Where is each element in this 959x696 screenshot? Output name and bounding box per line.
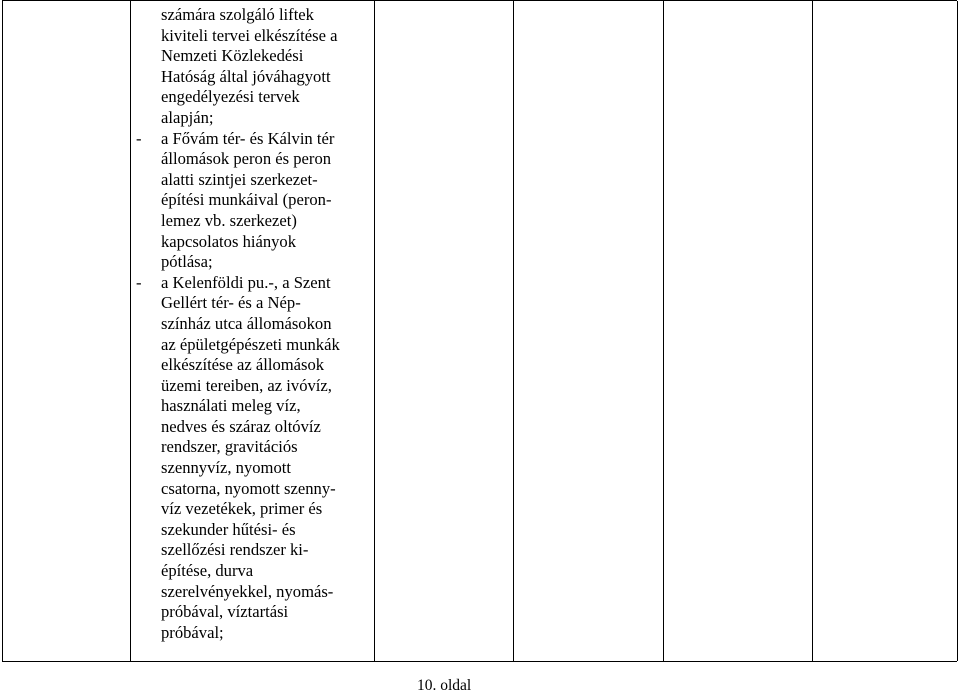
text-line (136, 540, 374, 561)
table-column-5 (663, 1, 664, 661)
text-line (136, 232, 374, 253)
text-line (136, 355, 374, 376)
line-text: alapján; (161, 107, 214, 127)
line-text: próbával; (161, 622, 224, 642)
text-line (136, 417, 374, 438)
text-line (136, 520, 374, 541)
text-line (136, 26, 374, 47)
text-line (136, 190, 374, 211)
text-line (136, 602, 374, 623)
line-text: nedves és száraz oltóvíz (161, 416, 321, 436)
text-line (136, 87, 374, 108)
line-text: szellőzési rendszer ki- (161, 540, 309, 560)
line-text: építési munkáival (peron- (161, 190, 332, 210)
line-text: pótlása; (161, 252, 213, 272)
line-text: rendszer, gravitációs (161, 437, 298, 457)
text-line (136, 314, 374, 335)
text-line (136, 211, 374, 232)
line-text: építése, durva (161, 561, 254, 581)
table-column-3 (374, 1, 375, 661)
text-line (136, 582, 374, 603)
text-line (136, 149, 374, 170)
table-column-4 (513, 1, 514, 661)
text-line (136, 499, 374, 520)
description-cell (136, 5, 374, 643)
line-text: szekunder hűtési- és (161, 519, 296, 539)
text-line (136, 108, 374, 129)
text-line (136, 561, 374, 582)
line-text: az épületgépészeti munkák (161, 334, 340, 354)
line-text: számára szolgáló liftek (161, 5, 314, 24)
line-text: kapcsolatos hiányok (161, 231, 297, 251)
line-text: elkészítése az állomások (161, 355, 325, 375)
line-text: kiviteli tervei elkészítése a (161, 25, 338, 45)
text-line (136, 129, 374, 150)
line-text: szerelvényekkel, nyomás- (161, 581, 334, 601)
line-text: a Kelenföldi pu.-, a Szent (161, 272, 331, 292)
text-line (136, 170, 374, 191)
text-line (136, 437, 374, 458)
text-line (136, 252, 374, 273)
line-text: csatorna, nyomott szenny- (161, 478, 336, 498)
text-line (136, 67, 374, 88)
text-line (136, 273, 374, 294)
text-line (136, 46, 374, 67)
line-text: engedélyezési tervek (161, 87, 300, 107)
list-dash: - (136, 272, 142, 292)
list-dash: - (136, 128, 142, 148)
text-line (136, 396, 374, 417)
line-text: alatti szintjei szerkezet- (161, 169, 318, 189)
table-column-6 (812, 1, 958, 661)
line-text: színház utca állomásokon (161, 313, 332, 333)
line-text: a Fővám tér- és Kálvin tér (161, 128, 335, 148)
line-text: Hatóság által jóváhagyott (161, 66, 331, 86)
page-number: 10. oldal (417, 677, 472, 694)
line-text: üzemi tereiben, az ivóvíz, (161, 375, 332, 395)
line-text: szennyvíz, nyomott (161, 458, 291, 478)
line-text: használati meleg víz, (161, 396, 301, 416)
text-line (136, 623, 374, 644)
text-line (136, 479, 374, 500)
table-column-2 (130, 1, 131, 661)
line-text: Gellért tér- és a Nép- (161, 293, 301, 313)
text-line (136, 5, 374, 26)
text-line (136, 458, 374, 479)
line-text: állomások peron és peron (161, 149, 332, 169)
line-text: próbával, víztartási (161, 602, 289, 622)
line-text: Nemzeti Közlekedési (161, 46, 304, 66)
line-text: víz vezetékek, primer és (161, 499, 323, 519)
text-line (136, 376, 374, 397)
text-line (136, 293, 374, 314)
line-text: lemez vb. szerkezet) (161, 210, 297, 230)
text-line (136, 335, 374, 356)
table-column-1 (2, 1, 3, 661)
